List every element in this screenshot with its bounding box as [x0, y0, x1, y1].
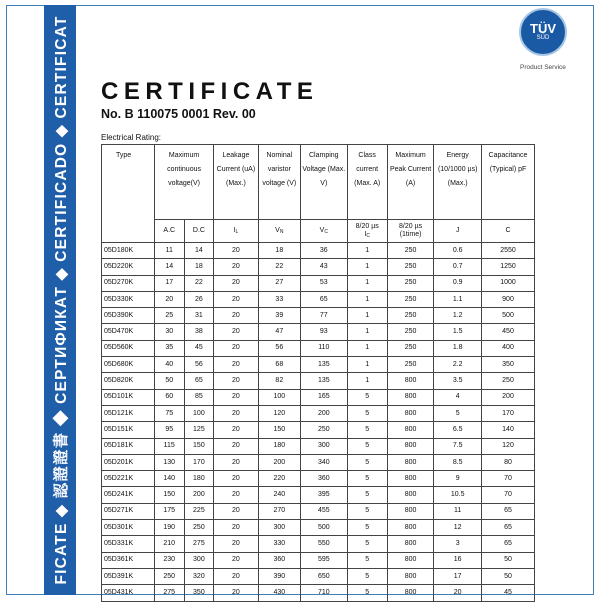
side-band — [44, 5, 76, 595]
cell-leakage: 20 — [214, 552, 258, 568]
cell-capacitance: 70 — [482, 487, 535, 503]
cell-capacitance: 65 — [482, 536, 535, 552]
table-row — [102, 503, 535, 519]
table-row — [102, 275, 535, 291]
table-row — [102, 308, 535, 324]
cell-leakage: 20 — [214, 275, 258, 291]
cell-peak-current: 250 — [387, 275, 434, 291]
cell-ac: 210 — [154, 536, 184, 552]
cell-nominal: 18 — [258, 243, 300, 259]
table-row — [102, 243, 535, 259]
unit-clamping: $V_C$ — [301, 220, 348, 243]
cell-leakage: 20 — [214, 585, 258, 601]
cell-clamping: 360 — [301, 471, 348, 487]
cell-type: 05D271K — [102, 503, 155, 519]
table-row — [102, 259, 535, 275]
cell-dc: 26 — [184, 291, 214, 307]
cell-energy: 2.2 — [434, 357, 482, 373]
cell-ac: 230 — [154, 552, 184, 568]
cell-ac: 95 — [154, 422, 184, 438]
cell-energy: 0.9 — [434, 275, 482, 291]
table-row — [102, 520, 535, 536]
header-leakage-current: Leakage Current (uA) (Max.) — [214, 145, 258, 220]
cell-leakage: 20 — [214, 487, 258, 503]
cell-clamping: 250 — [301, 422, 348, 438]
table-row — [102, 536, 535, 552]
cell-energy: 1.2 — [434, 308, 482, 324]
cell-dc: 350 — [184, 585, 214, 601]
cell-energy: 6.5 — [434, 422, 482, 438]
cell-leakage: 20 — [214, 405, 258, 421]
cell-leakage: 20 — [214, 520, 258, 536]
cell-capacitance: 500 — [482, 308, 535, 324]
cell-clamping: 650 — [301, 568, 348, 584]
cell-dc: 225 — [184, 503, 214, 519]
cell-class-current: 5 — [347, 438, 387, 454]
cell-dc: 65 — [184, 373, 214, 389]
cell-energy: 1.1 — [434, 291, 482, 307]
cell-capacitance: 350 — [482, 357, 535, 373]
cell-energy: 5 — [434, 405, 482, 421]
cell-peak-current: 250 — [387, 340, 434, 356]
cell-dc: 125 — [184, 422, 214, 438]
cell-ac: 40 — [154, 357, 184, 373]
cell-nominal: 47 — [258, 324, 300, 340]
cell-energy: 17 — [434, 568, 482, 584]
cell-dc: 300 — [184, 552, 214, 568]
cell-energy: 12 — [434, 520, 482, 536]
cell-class-current: 1 — [347, 291, 387, 307]
cell-class-current: 5 — [347, 520, 387, 536]
table-row — [102, 291, 535, 307]
cell-dc: 14 — [184, 243, 214, 259]
table-body — [102, 243, 535, 602]
cell-ac: 140 — [154, 471, 184, 487]
cell-capacitance: 400 — [482, 340, 535, 356]
cell-nominal: 360 — [258, 552, 300, 568]
cell-clamping: 500 — [301, 520, 348, 536]
cell-peak-current: 250 — [387, 291, 434, 307]
cell-nominal: 22 — [258, 259, 300, 275]
cell-clamping: 77 — [301, 308, 348, 324]
cell-type: 05D680K — [102, 357, 155, 373]
cell-capacitance: 45 — [482, 585, 535, 601]
cell-energy: 0.6 — [434, 243, 482, 259]
cell-ac: 275 — [154, 585, 184, 601]
cell-class-current: 1 — [347, 357, 387, 373]
cell-dc: 150 — [184, 438, 214, 454]
cell-ac: 17 — [154, 275, 184, 291]
table-row — [102, 438, 535, 454]
cell-ac: 150 — [154, 487, 184, 503]
cell-peak-current: 250 — [387, 357, 434, 373]
cell-energy: 7.5 — [434, 438, 482, 454]
cell-clamping: 710 — [301, 585, 348, 601]
cell-peak-current: 800 — [387, 471, 434, 487]
cell-energy: 3 — [434, 536, 482, 552]
cell-leakage: 20 — [214, 536, 258, 552]
cell-capacitance: 65 — [482, 520, 535, 536]
cell-peak-current: 250 — [387, 259, 434, 275]
cell-nominal: 150 — [258, 422, 300, 438]
table-row — [102, 585, 535, 601]
cell-leakage: 20 — [214, 373, 258, 389]
cell-clamping: 65 — [301, 291, 348, 307]
cell-leakage: 20 — [214, 308, 258, 324]
cell-nominal: 68 — [258, 357, 300, 373]
header-peak-current: Maximum Peak Current (A) — [387, 145, 434, 220]
cell-nominal: 300 — [258, 520, 300, 536]
cell-dc: 200 — [184, 487, 214, 503]
cell-energy: 3.5 — [434, 373, 482, 389]
cell-clamping: 395 — [301, 487, 348, 503]
cell-peak-current: 250 — [387, 308, 434, 324]
cell-peak-current: 800 — [387, 389, 434, 405]
cell-energy: 4 — [434, 389, 482, 405]
cell-dc: 38 — [184, 324, 214, 340]
cell-dc: 18 — [184, 259, 214, 275]
table-row — [102, 405, 535, 421]
cell-type: 05D101K — [102, 389, 155, 405]
cell-class-current: 1 — [347, 340, 387, 356]
cell-capacitance: 120 — [482, 438, 535, 454]
side-band-text: FICATE ◆ 認證證書 ◆ СЕРТИФИКАТ ◆ CERTIFICADO ◆ CERTIFICAT — [53, 15, 70, 585]
cell-clamping: 36 — [301, 243, 348, 259]
cell-type: 05D361K — [102, 552, 155, 568]
cell-capacitance: 70 — [482, 471, 535, 487]
cell-class-current: 5 — [347, 552, 387, 568]
cell-type: 05D470K — [102, 324, 155, 340]
cell-peak-current: 800 — [387, 568, 434, 584]
cell-clamping: 165 — [301, 389, 348, 405]
cell-ac: 11 — [154, 243, 184, 259]
cell-peak-current: 800 — [387, 503, 434, 519]
cell-class-current: 1 — [347, 373, 387, 389]
cell-ac: 30 — [154, 324, 184, 340]
header-class-current: Class current (Max. A) — [347, 145, 387, 220]
cell-ac: 20 — [154, 291, 184, 307]
cell-leakage: 20 — [214, 471, 258, 487]
cell-ac: 75 — [154, 405, 184, 421]
cell-nominal: 220 — [258, 471, 300, 487]
cell-peak-current: 800 — [387, 438, 434, 454]
cell-peak-current: 800 — [387, 585, 434, 601]
cell-ac: 35 — [154, 340, 184, 356]
cell-energy: 11 — [434, 503, 482, 519]
cell-clamping: 595 — [301, 552, 348, 568]
cell-capacitance: 65 — [482, 503, 535, 519]
cell-leakage: 20 — [214, 454, 258, 470]
cell-peak-current: 800 — [387, 552, 434, 568]
cell-energy: 20 — [434, 585, 482, 601]
cell-capacitance: 50 — [482, 552, 535, 568]
cell-leakage: 20 — [214, 438, 258, 454]
table-row — [102, 422, 535, 438]
header-capacitance: Capacitance (Typical) pF — [482, 145, 535, 220]
cell-type: 05D151K — [102, 422, 155, 438]
unit-ac: A.C — [154, 220, 184, 243]
cell-dc: 320 — [184, 568, 214, 584]
cell-dc: 56 — [184, 357, 214, 373]
cell-leakage: 20 — [214, 340, 258, 356]
cell-type: 05D391K — [102, 568, 155, 584]
cell-leakage: 20 — [214, 357, 258, 373]
unit-capacitance: C — [482, 220, 535, 243]
cell-peak-current: 800 — [387, 487, 434, 503]
cell-clamping: 53 — [301, 275, 348, 291]
table-row — [102, 487, 535, 503]
cell-leakage: 20 — [214, 259, 258, 275]
cell-clamping: 300 — [301, 438, 348, 454]
cell-type: 05D270K — [102, 275, 155, 291]
unit-leakage: $I_L$ — [214, 220, 258, 243]
cell-class-current: 1 — [347, 275, 387, 291]
cell-capacitance: 250 — [482, 373, 535, 389]
cell-ac: 115 — [154, 438, 184, 454]
cell-dc: 275 — [184, 536, 214, 552]
cell-type: 05D181K — [102, 438, 155, 454]
unit-nominal: $V_N$ — [258, 220, 300, 243]
cell-leakage: 20 — [214, 568, 258, 584]
table-row — [102, 340, 535, 356]
cell-clamping: 135 — [301, 357, 348, 373]
cell-clamping: 93 — [301, 324, 348, 340]
cell-class-current: 5 — [347, 454, 387, 470]
cell-nominal: 240 — [258, 487, 300, 503]
cell-class-current: 5 — [347, 471, 387, 487]
header-max-voltage: Maximum continuous voltage(V) — [154, 145, 213, 220]
cell-class-current: 5 — [347, 487, 387, 503]
cell-peak-current: 800 — [387, 454, 434, 470]
cell-nominal: 120 — [258, 405, 300, 421]
cell-clamping: 340 — [301, 454, 348, 470]
cell-peak-current: 250 — [387, 243, 434, 259]
cell-leakage: 20 — [214, 389, 258, 405]
cell-class-current: 5 — [347, 389, 387, 405]
table-unit-row — [102, 220, 535, 243]
cell-leakage: 20 — [214, 324, 258, 340]
cell-peak-current: 250 — [387, 324, 434, 340]
cell-dc: 85 — [184, 389, 214, 405]
cell-peak-current: 800 — [387, 405, 434, 421]
logo-tagline: Product Service — [520, 64, 566, 71]
table-header-row — [102, 145, 535, 220]
cell-type: 05D560K — [102, 340, 155, 356]
cell-class-current: 5 — [347, 568, 387, 584]
document-title: CERTIFICATE — [101, 78, 319, 105]
cell-capacitance: 140 — [482, 422, 535, 438]
cell-ac: 14 — [154, 259, 184, 275]
cell-dc: 180 — [184, 471, 214, 487]
cell-dc: 100 — [184, 405, 214, 421]
cell-clamping: 43 — [301, 259, 348, 275]
cell-nominal: 100 — [258, 389, 300, 405]
cell-leakage: 20 — [214, 243, 258, 259]
cell-nominal: 270 — [258, 503, 300, 519]
cell-energy: 8.5 — [434, 454, 482, 470]
cell-ac: 130 — [154, 454, 184, 470]
table-row — [102, 324, 535, 340]
cell-class-current: 5 — [347, 536, 387, 552]
cell-peak-current: 800 — [387, 373, 434, 389]
logo-sub-text: SÜD — [536, 35, 550, 41]
cell-capacitance: 170 — [482, 405, 535, 421]
cell-nominal: 33 — [258, 291, 300, 307]
cell-class-current: 5 — [347, 585, 387, 601]
table-row — [102, 454, 535, 470]
cell-ac: 190 — [154, 520, 184, 536]
cell-type: 05D121K — [102, 405, 155, 421]
cell-type: 05D330K — [102, 291, 155, 307]
section-label: Electrical Rating: — [101, 133, 162, 142]
unit-energy: J — [434, 220, 482, 243]
cell-nominal: 27 — [258, 275, 300, 291]
cell-ac: 50 — [154, 373, 184, 389]
header-nominal-voltage: Nominal varistor voltage (V) — [258, 145, 300, 220]
cell-type: 05D331K — [102, 536, 155, 552]
unit-peak-current: 8/20 µs (1time) — [387, 220, 434, 243]
cell-ac: 60 — [154, 389, 184, 405]
cell-type: 05D220K — [102, 259, 155, 275]
cell-capacitance: 2550 — [482, 243, 535, 259]
cell-energy: 0.7 — [434, 259, 482, 275]
cell-energy: 1.8 — [434, 340, 482, 356]
cell-type: 05D390K — [102, 308, 155, 324]
table-row — [102, 568, 535, 584]
cell-clamping: 455 — [301, 503, 348, 519]
cell-leakage: 20 — [214, 422, 258, 438]
table-row — [102, 552, 535, 568]
cell-type: 05D201K — [102, 454, 155, 470]
header-energy: Energy (10/1000 µs) (Max.) — [434, 145, 482, 220]
cell-clamping: 550 — [301, 536, 348, 552]
cell-type: 05D301K — [102, 520, 155, 536]
header-type: Type — [102, 145, 155, 243]
table-row — [102, 357, 535, 373]
cell-nominal: 39 — [258, 308, 300, 324]
cell-clamping: 135 — [301, 373, 348, 389]
cell-ac: 250 — [154, 568, 184, 584]
cell-peak-current: 800 — [387, 536, 434, 552]
cell-dc: 250 — [184, 520, 214, 536]
cell-peak-current: 800 — [387, 422, 434, 438]
cell-clamping: 110 — [301, 340, 348, 356]
logo-main-text: TÜV — [530, 21, 556, 36]
cell-capacitance: 80 — [482, 454, 535, 470]
cell-class-current: 1 — [347, 308, 387, 324]
cell-dc: 170 — [184, 454, 214, 470]
cell-type: 05D431K — [102, 585, 155, 601]
unit-dc: D.C — [184, 220, 214, 243]
cell-energy: 16 — [434, 552, 482, 568]
cell-capacitance: 1000 — [482, 275, 535, 291]
cell-dc: 45 — [184, 340, 214, 356]
cell-energy: 9 — [434, 471, 482, 487]
cell-type: 05D241K — [102, 487, 155, 503]
cell-energy: 1.5 — [434, 324, 482, 340]
cell-nominal: 56 — [258, 340, 300, 356]
table-row — [102, 373, 535, 389]
cell-class-current: 5 — [347, 503, 387, 519]
table-row — [102, 389, 535, 405]
cell-energy: 10.5 — [434, 487, 482, 503]
cell-dc: 22 — [184, 275, 214, 291]
cell-capacitance: 900 — [482, 291, 535, 307]
cell-capacitance: 50 — [482, 568, 535, 584]
electrical-rating-table — [101, 144, 535, 602]
cell-nominal: 82 — [258, 373, 300, 389]
cell-leakage: 20 — [214, 291, 258, 307]
cell-capacitance: 1250 — [482, 259, 535, 275]
tuv-sud-logo — [519, 8, 567, 56]
cell-class-current: 1 — [347, 324, 387, 340]
cell-class-current: 5 — [347, 405, 387, 421]
table-row — [102, 471, 535, 487]
cell-ac: 175 — [154, 503, 184, 519]
cell-capacitance: 450 — [482, 324, 535, 340]
cell-class-current: 1 — [347, 259, 387, 275]
cell-type: 05D820K — [102, 373, 155, 389]
cell-class-current: 1 — [347, 243, 387, 259]
cell-nominal: 390 — [258, 568, 300, 584]
cell-type: 05D180K — [102, 243, 155, 259]
unit-class-current: 8/20 µs $I_C$ — [347, 220, 387, 243]
cell-nominal: 180 — [258, 438, 300, 454]
cell-clamping: 200 — [301, 405, 348, 421]
cell-nominal: 430 — [258, 585, 300, 601]
cell-type: 05D221K — [102, 471, 155, 487]
cell-leakage: 20 — [214, 503, 258, 519]
cell-nominal: 330 — [258, 536, 300, 552]
cell-ac: 25 — [154, 308, 184, 324]
header-clamping-voltage: Clamping Voltage (Max. V) — [301, 145, 348, 220]
certificate-number: No. B 110075 0001 Rev. 00 — [101, 107, 256, 121]
cell-nominal: 200 — [258, 454, 300, 470]
cell-dc: 31 — [184, 308, 214, 324]
cell-peak-current: 800 — [387, 520, 434, 536]
cell-class-current: 5 — [347, 422, 387, 438]
cell-capacitance: 200 — [482, 389, 535, 405]
